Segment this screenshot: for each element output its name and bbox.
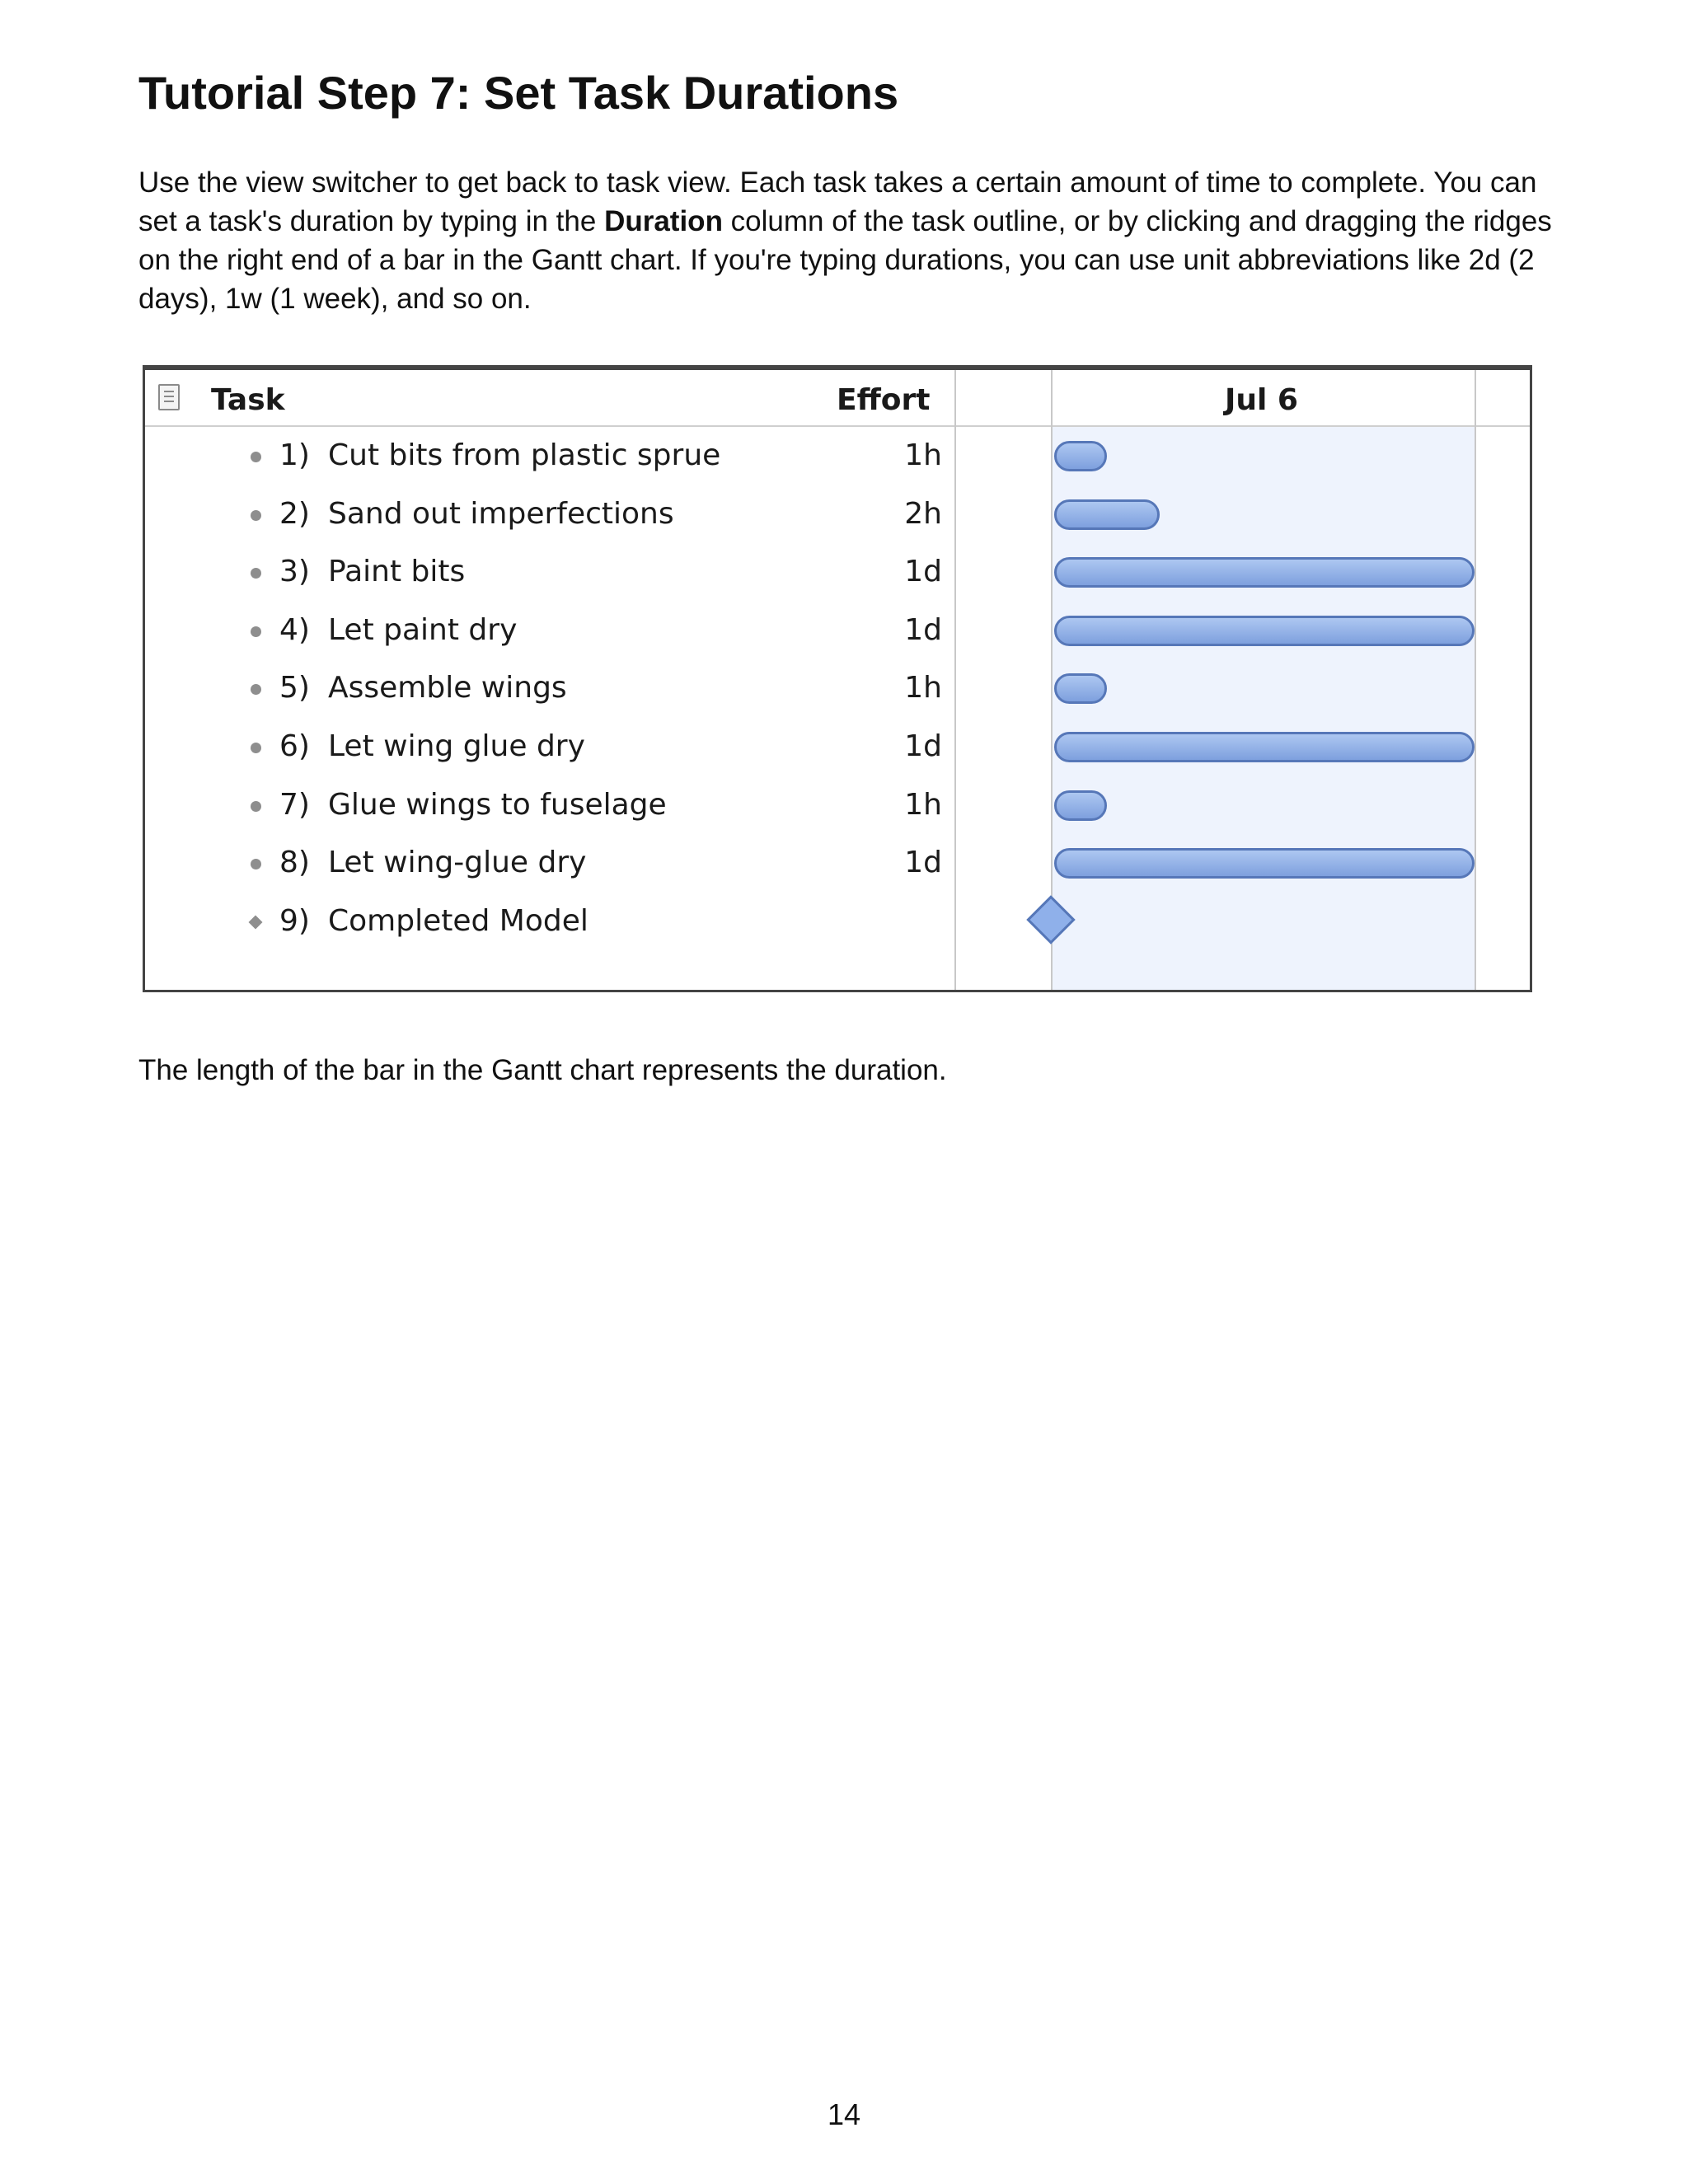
task-name[interactable]: Paint bits	[328, 555, 466, 589]
task-effort[interactable]: 1h	[904, 438, 942, 472]
task-row[interactable]	[145, 893, 1530, 950]
effort-column-header[interactable]: Effort	[837, 383, 931, 417]
task-number: 6)	[279, 729, 310, 763]
gantt-bar[interactable]	[1054, 848, 1475, 879]
task-effort[interactable]: 1d	[904, 846, 942, 880]
task-effort[interactable]: 1d	[904, 729, 942, 763]
page-title: Tutorial Step 7: Set Task Durations	[138, 67, 899, 119]
gantt-bar[interactable]	[1054, 673, 1107, 704]
task-number: 5)	[279, 671, 310, 705]
task-number: 9)	[279, 903, 310, 938]
task-number: 2)	[279, 496, 310, 531]
task-name[interactable]: Glue wings to fuselage	[328, 787, 667, 822]
gantt-bar[interactable]	[1054, 732, 1475, 762]
milestone-marker[interactable]	[1026, 895, 1075, 944]
task-bullet-icon	[251, 452, 261, 462]
milestone-bullet-icon	[249, 915, 263, 929]
task-name[interactable]: Let paint dry	[328, 612, 518, 647]
intro-text-end: column of the task outline, or by clicking and dragging the ridges on the right end of a bar in the Gantt chart. If you're typing durations, you can use unit abbreviations like 2d (2 days), 1w (1 week), and so on.	[138, 205, 1552, 315]
caption: The length of the bar in the Gantt chart represents the duration.	[138, 1054, 947, 1086]
task-number: 8)	[279, 846, 310, 880]
gantt-bar[interactable]	[1054, 441, 1107, 471]
task-name[interactable]: Let wing glue dry	[328, 729, 585, 763]
task-row[interactable]	[145, 659, 1530, 717]
task-name[interactable]: Assemble wings	[328, 671, 567, 705]
task-row[interactable]	[145, 718, 1530, 776]
task-effort[interactable]: 1d	[904, 555, 942, 589]
task-name[interactable]: Cut bits from plastic sprue	[328, 438, 721, 472]
task-bullet-icon	[251, 859, 261, 869]
intro-text-start: Use the view switcher to get back to task view. Each task takes a certain amount of time to complete. You can set a task's duration by typing in the	[138, 166, 1537, 237]
task-bullet-icon	[251, 510, 261, 521]
task-row[interactable]	[145, 427, 1530, 485]
task-effort[interactable]: 1h	[904, 787, 942, 822]
task-effort[interactable]: 1d	[904, 612, 942, 647]
gantt-bar[interactable]	[1054, 499, 1160, 530]
task-row[interactable]	[145, 543, 1530, 601]
task-row[interactable]	[145, 776, 1530, 834]
task-bullet-icon	[251, 801, 261, 812]
task-name[interactable]: Completed Model	[328, 903, 588, 938]
task-name[interactable]: Sand out imperfections	[328, 496, 674, 531]
task-row[interactable]	[145, 602, 1530, 659]
task-number: 7)	[279, 787, 310, 822]
task-effort[interactable]: 1h	[904, 671, 942, 705]
gantt-bar[interactable]	[1054, 790, 1107, 821]
intro-bold-term: Duration	[604, 205, 723, 237]
gantt-header-row	[145, 370, 1530, 427]
gantt-screenshot	[143, 365, 1532, 992]
task-bullet-icon	[251, 568, 261, 579]
page-number: 14	[827, 2097, 861, 2131]
task-number: 4)	[279, 612, 310, 647]
gantt-bar[interactable]	[1054, 557, 1475, 588]
task-column-header[interactable]: Task	[211, 383, 285, 417]
task-effort[interactable]: 2h	[904, 496, 942, 531]
task-bullet-icon	[251, 684, 261, 695]
outline-document-icon[interactable]	[158, 384, 180, 410]
task-number: 1)	[279, 438, 310, 472]
task-row[interactable]	[145, 834, 1530, 892]
task-bullet-icon	[251, 743, 261, 753]
task-number: 3)	[279, 555, 310, 589]
gantt-bar[interactable]	[1054, 616, 1475, 646]
task-bullet-icon	[251, 626, 261, 637]
intro-paragraph	[138, 163, 1573, 318]
task-name[interactable]: Let wing-glue dry	[328, 846, 587, 880]
date-column-header: Jul 6	[1225, 383, 1298, 417]
task-row[interactable]	[145, 485, 1530, 543]
